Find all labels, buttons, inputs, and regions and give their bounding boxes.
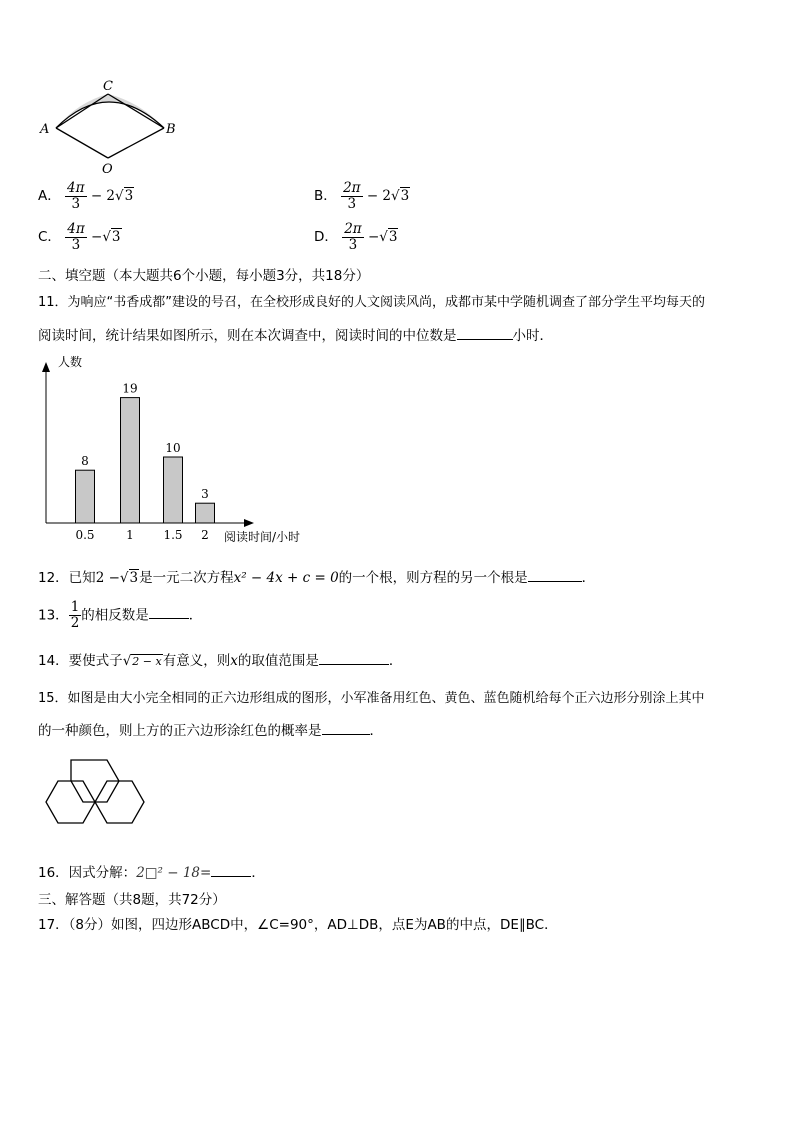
segment-ac [56, 94, 108, 128]
option-b: B． $\frac{2\pi}{3}$ − 2√3 [314, 180, 410, 212]
sector-figure [30, 78, 190, 178]
q16: 16．因式分解：2□² − 18= ． [38, 865, 265, 881]
y-axis-arrow [42, 362, 50, 372]
x-axis-arrow [244, 519, 254, 527]
q17: 17．（8分）如图，四边形ABCD中，∠C=90°，AD⊥DB，点E为AB的中点，DE∥BC． [38, 917, 558, 933]
q14: 14．要使式子√2 − x有意义，则x的取值范围是 ． [38, 653, 403, 669]
data-label-1: 19 [122, 381, 138, 396]
hexagon-figure [42, 752, 148, 844]
label-c: C [103, 79, 113, 94]
section3-heading: 三、解答题（共8题，共72分） [38, 892, 226, 908]
option-a: A． $\frac{4\pi}{3}$ − 2√3 [38, 180, 134, 212]
segment-cb [108, 94, 164, 128]
segment-ao [56, 128, 108, 158]
shaded-segment [56, 94, 164, 128]
q15-line1: 15．如图是由大小完全相同的正六边形组成的图形，小军准备用红色、黄色、蓝色随机给每个正六边形分别涂上其中 [38, 691, 705, 706]
bar-1 [121, 398, 140, 523]
x-axis-label: 阅读时间/小时 [224, 530, 301, 544]
label-o: O [102, 162, 113, 177]
bar-2 [196, 503, 215, 523]
segment-ob [108, 128, 164, 158]
data-label-0.5: 8 [81, 454, 89, 469]
data-label-1.5: 10 [165, 441, 181, 455]
bar-0.5 [76, 470, 95, 523]
q11-line1: 11．为响应“书香成都”建设的号召，在全校形成良好的人文阅读风尚，成都市某中学随机调查了部分学生平均每天的 [38, 295, 706, 310]
q13: 13． $\frac{1}{2}$ 的相反数是 ． [38, 599, 203, 631]
answer-blank[interactable] [149, 606, 189, 619]
data-label-2: 3 [201, 487, 209, 502]
answer-blank[interactable] [319, 652, 389, 665]
label-a: A [40, 122, 50, 137]
answer-blank[interactable] [211, 864, 251, 877]
q11-line2: 阅读时间，统计结果如图所示，则在本次调查中，阅读时间的中位数是 小时． [38, 328, 553, 344]
label-b: B [166, 122, 176, 137]
reading-time-bar-chart [30, 350, 320, 550]
answer-blank[interactable] [528, 569, 582, 582]
tick-label-0.5: 0.5 [75, 528, 95, 542]
tick-label-1: 1 [126, 528, 134, 542]
arc-ab [56, 102, 164, 128]
bar-1.5 [164, 457, 183, 523]
y-axis-label: 人数 [58, 355, 83, 369]
answer-blank[interactable] [322, 722, 370, 735]
q15-line2: 的一种颜色，则上方的正六边形涂红色的概率是 ． [38, 723, 383, 739]
q12: 12．已知2 −√3是一元二次方程x² − 4x + c = 0的一个根，则方程的另一个根是 ． [38, 570, 596, 586]
tick-label-1.5: 1.5 [163, 528, 183, 542]
section2-heading: 二、填空题（本大题共6个小题，每小题3分，共18分） [38, 268, 370, 284]
option-d: D． $\frac{2\pi}{3}$ −√3 [314, 221, 398, 253]
option-c: C． $\frac{4\pi}{3}$ −√3 [38, 221, 121, 253]
tick-label-2: 2 [201, 528, 209, 542]
answer-blank[interactable] [457, 327, 513, 340]
